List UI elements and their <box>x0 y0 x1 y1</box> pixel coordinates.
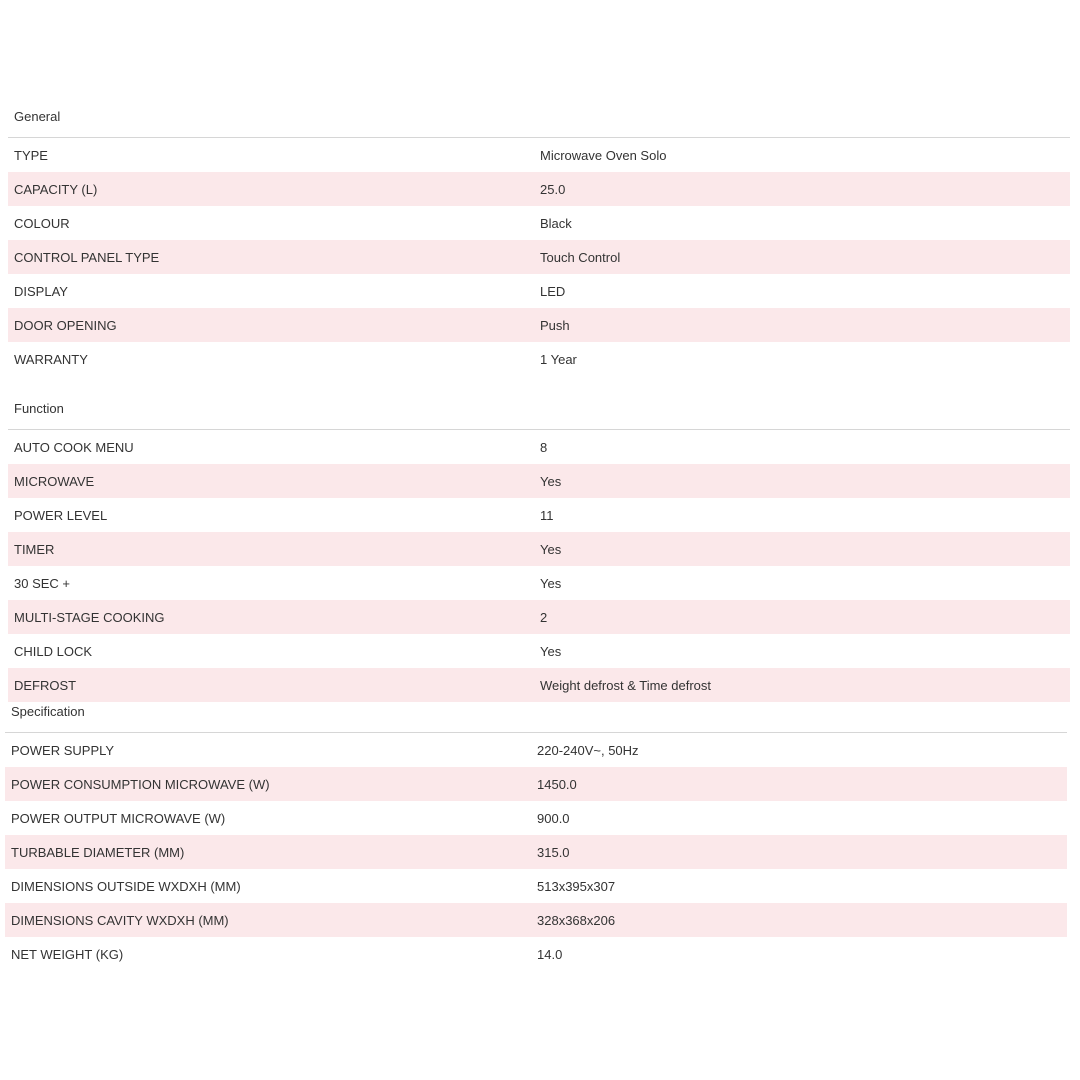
spec-value: 1 Year <box>540 351 577 367</box>
spec-row <box>5 835 1067 869</box>
spec-row <box>8 308 1070 342</box>
spec-row <box>8 342 1070 376</box>
spec-value: Push <box>540 317 570 333</box>
spec-value: Yes <box>540 473 562 489</box>
spec-label: TIMER <box>14 541 55 557</box>
section-title-general: General <box>8 102 1070 138</box>
spec-label: CHILD LOCK <box>14 643 93 659</box>
spec-value: Touch Control <box>540 249 621 265</box>
spec-label: TURBABLE DIAMETER (MM) <box>11 844 185 860</box>
spec-row <box>5 903 1067 937</box>
spec-row <box>8 206 1070 240</box>
spec-value: 315.0 <box>537 844 570 860</box>
spec-label: DOOR OPENING <box>14 317 117 333</box>
spec-label: POWER CONSUMPTION MICROWAVE (W) <box>11 776 270 792</box>
spec-label: MICROWAVE <box>14 473 95 489</box>
spec-value: 25.0 <box>540 181 566 197</box>
spec-value: Yes <box>540 575 562 591</box>
spec-label: CAPACITY (L) <box>14 181 98 197</box>
spec-value: Yes <box>540 643 562 659</box>
spec-row <box>8 172 1070 206</box>
spec-row <box>8 600 1070 634</box>
spec-row <box>8 138 1070 172</box>
spec-value: 513x395x307 <box>537 878 616 894</box>
spec-label: CONTROL PANEL TYPE <box>14 249 160 265</box>
spec-value: 900.0 <box>537 810 570 826</box>
spec-row <box>8 566 1070 600</box>
spec-value: 8 <box>540 439 548 455</box>
spec-value: 2 <box>540 609 548 625</box>
spec-label: POWER OUTPUT MICROWAVE (W) <box>11 810 226 826</box>
section-general <box>8 102 1070 376</box>
spec-row <box>8 498 1070 532</box>
spec-row <box>8 634 1070 668</box>
spec-label: MULTI-STAGE COOKING <box>14 609 165 625</box>
spec-value: LED <box>540 283 566 299</box>
spec-value: 11 <box>540 507 554 523</box>
spec-label: 30 SEC + <box>14 575 71 591</box>
spec-row <box>8 274 1070 308</box>
spec-row <box>8 532 1070 566</box>
spec-label: COLOUR <box>14 215 70 231</box>
spec-value: Microwave Oven Solo <box>540 147 667 163</box>
spec-label: WARRANTY <box>14 351 88 367</box>
spec-value: 1450.0 <box>537 776 577 792</box>
spec-row <box>8 464 1070 498</box>
spec-label: DIMENSIONS OUTSIDE WXDXH (MM) <box>11 878 241 894</box>
spec-value: 14.0 <box>537 946 563 962</box>
spec-value: 328x368x206 <box>537 912 616 928</box>
spec-row <box>5 767 1067 801</box>
spec-row <box>5 733 1067 767</box>
spec-label: DEFROST <box>14 677 77 693</box>
spec-row <box>8 240 1070 274</box>
spec-value: Black <box>540 215 572 231</box>
spec-label: AUTO COOK MENU <box>14 439 134 455</box>
spec-label: DISPLAY <box>14 283 68 299</box>
spec-row <box>5 801 1067 835</box>
spec-value: Yes <box>540 541 562 557</box>
spec-label: NET WEIGHT (KG) <box>11 946 124 962</box>
section-title-specification: Specification <box>5 697 1067 733</box>
spec-row <box>8 430 1070 464</box>
section-specification <box>5 697 1067 971</box>
spec-value: 220-240V~, 50Hz <box>537 742 639 758</box>
spec-label: DIMENSIONS CAVITY WXDXH (MM) <box>11 912 229 928</box>
spec-label: POWER SUPPLY <box>11 742 115 758</box>
spec-label: POWER LEVEL <box>14 507 108 523</box>
spec-row <box>5 869 1067 903</box>
spec-value: Weight defrost & Time defrost <box>540 677 711 693</box>
section-title-function: Function <box>8 394 1070 430</box>
spec-label: TYPE <box>14 147 48 163</box>
spec-row <box>5 937 1067 971</box>
section-function <box>8 394 1070 702</box>
